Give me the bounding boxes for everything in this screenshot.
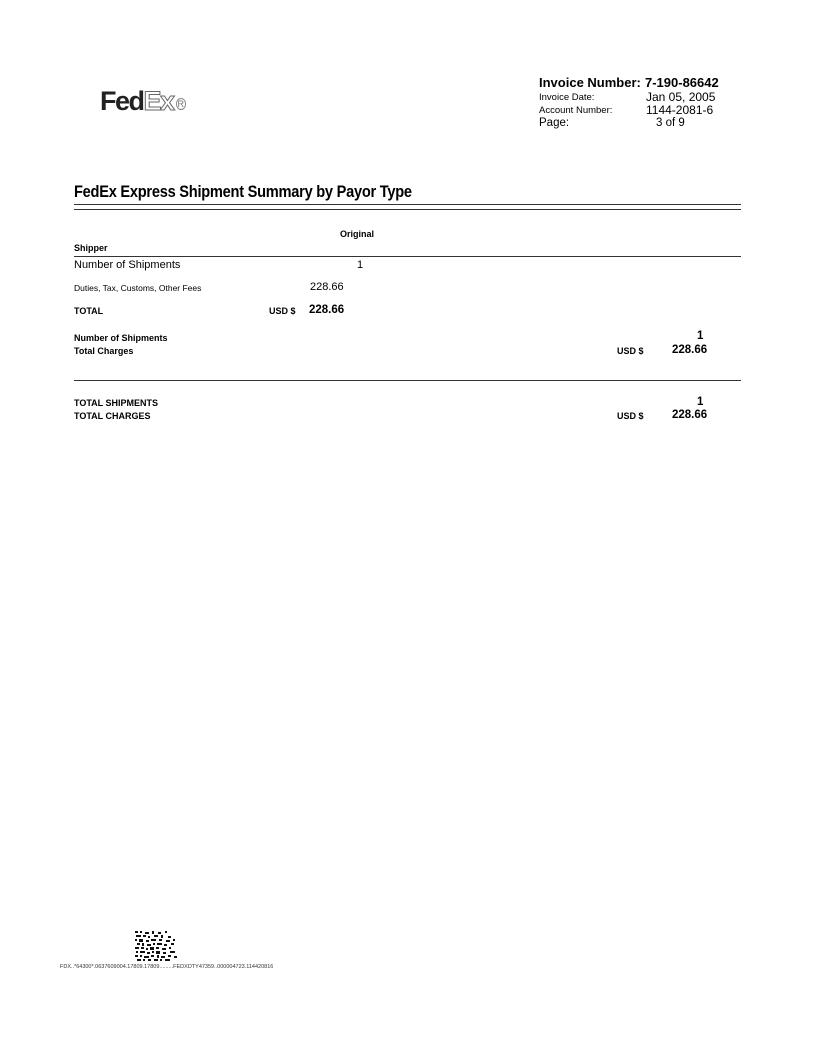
footer-barcode-code: FDX..*64300*.0637609004.17809.17809.........FEDXDTY47359..000004723.114420816 [60, 964, 274, 970]
summary-charges-value: 228.66 [672, 344, 708, 356]
total-charges-currency: USD $ [617, 411, 644, 421]
row-value-shipments: 1 [357, 259, 364, 271]
total-currency: USD $ [269, 306, 296, 316]
title-rule-bottom [74, 209, 741, 210]
grand-total-rule [74, 380, 741, 381]
logo-ex-text: Ex [143, 86, 174, 116]
fedex-logo [100, 86, 186, 116]
barcode-image [135, 931, 179, 961]
invoice-number: 7-190-86642 [645, 75, 719, 90]
total-value: 228.66 [309, 304, 345, 316]
total-charges-value: 228.66 [672, 409, 708, 421]
registered-mark-icon: R [177, 99, 185, 109]
page-label: Page: [539, 117, 570, 129]
title-rule-top [74, 204, 741, 205]
total-shipments-label: TOTAL SHIPMENTS [74, 398, 159, 408]
summary-shipments-label: Number of Shipments [74, 333, 168, 343]
row-label-shipments: Number of Shipments [74, 259, 181, 271]
invoice-date: Jan 05, 2005 [646, 90, 716, 104]
row-value-fees: 228.66 [310, 281, 344, 293]
section-rule [74, 256, 741, 257]
row-label-fees: Duties, Tax, Customs, Other Fees [74, 283, 202, 293]
logo-fed-text: Fed [100, 86, 144, 116]
total-label: TOTAL [74, 306, 104, 316]
account-number: 1144-2081-6 [646, 103, 714, 117]
summary-charges-label: Total Charges [74, 346, 134, 356]
page-title: FedEx Express Shipment Summary by Payor Type [74, 182, 412, 201]
payor-type-label: Shipper [74, 243, 108, 253]
total-shipments-value: 1 [697, 396, 704, 408]
page-number: 3 of 9 [656, 117, 685, 129]
summary-shipments-value: 1 [697, 330, 704, 342]
summary-charges-currency: USD $ [617, 346, 644, 356]
total-charges-label: TOTAL CHARGES [74, 411, 151, 421]
invoice-number-label: Invoice Number: [539, 75, 641, 90]
account-number-label: Account Number: [539, 105, 613, 116]
column-header-original: Original [340, 229, 375, 239]
invoice-date-label: Invoice Date: [539, 92, 595, 103]
